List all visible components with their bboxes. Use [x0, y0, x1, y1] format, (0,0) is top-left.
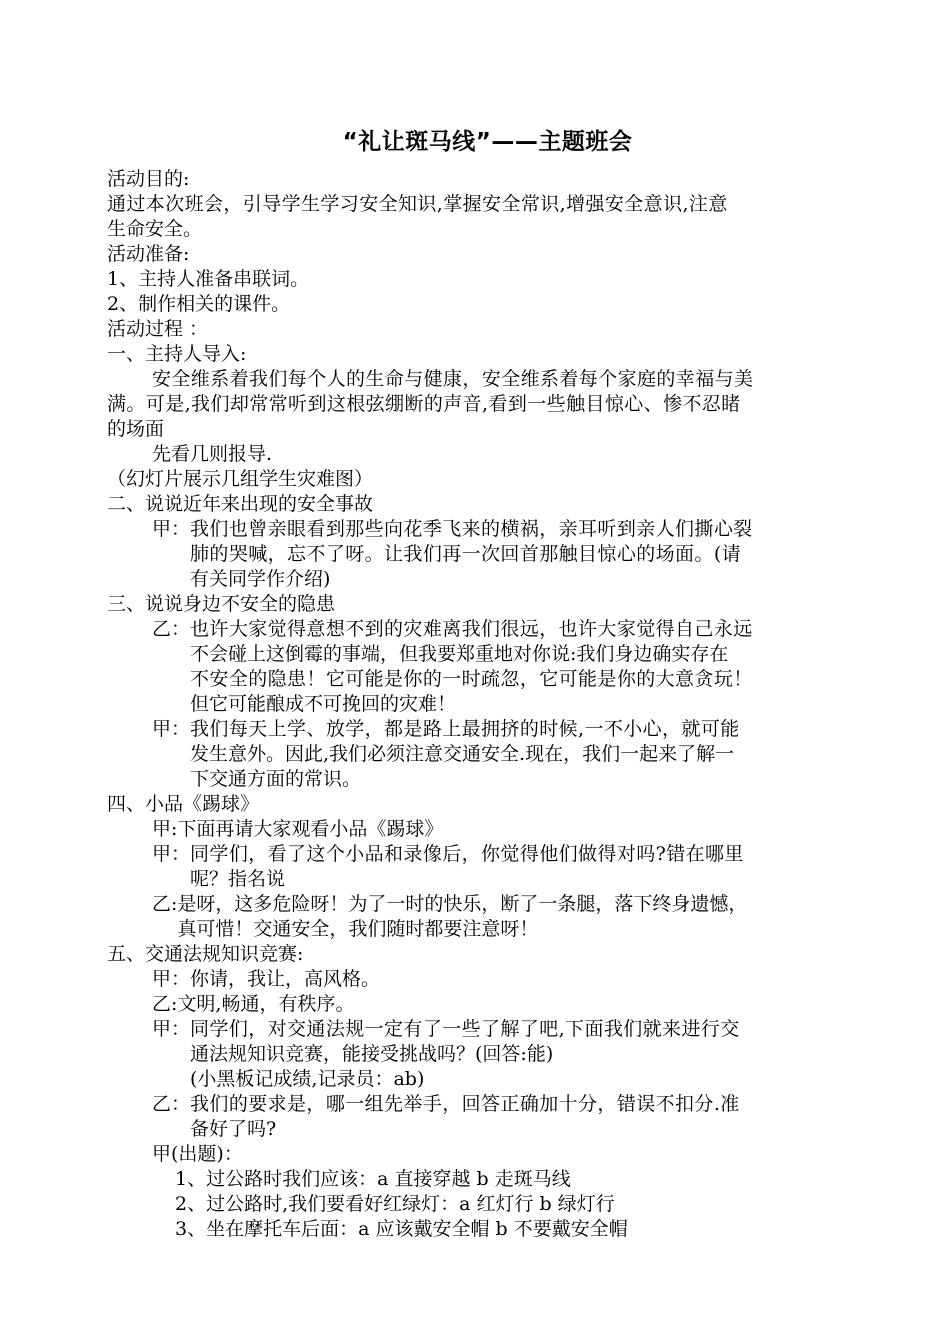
- dialogue-block: [152, 517, 852, 592]
- dialogue-line: 同学们，对交通法规一定有了一些了解了吧,下面我们就来进行交: [190, 1018, 740, 1040]
- speaker-label: 甲：: [152, 843, 191, 865]
- speaker-label: 甲：: [152, 968, 191, 990]
- dialogue-line: (小黑板记成绩,记录员：ab): [190, 1068, 425, 1090]
- section-prep-heading: 活动准备:: [107, 243, 190, 265]
- dialogue-line: 文明,畅通，有秩序。: [177, 993, 355, 1015]
- dialogue-block: [152, 617, 852, 717]
- speaker-label: 甲:: [152, 818, 178, 840]
- speaker-label: 乙：: [152, 1093, 191, 1115]
- dialogue-line: 肺的哭喊，忘不了呀。让我们再一次回首那触目惊心的场面。(请: [190, 543, 742, 565]
- paragraph-line: 安全维系着我们每个人的生命与健康，安全维系着每个家庭的幸福与美: [152, 368, 754, 390]
- dialogue-line: 也许大家觉得意想不到的灾难离我们很远，也许大家觉得自己永远: [190, 618, 753, 640]
- paragraph-line: 满。可是,我们却常常听到这根弦绷断的声音,看到一些触目惊心、惨不忍睹: [107, 393, 741, 415]
- dialogue-line: 是呀，这多危险呀！为了一时的快乐，断了一条腿，落下终身遗憾，: [177, 893, 748, 915]
- dialogue-line: 不安全的隐患！它可能是你的一时疏忽，它可能是你的大意贪玩！: [190, 668, 753, 690]
- dialogue-line: 我们也曾亲眼看到那些向花季飞来的横祸，亲耳听到亲人们撕心裂: [190, 518, 753, 540]
- quiz-item: 3、坐在摩托车后面：a 应该戴安全帽 b 不要戴安全帽: [175, 1218, 628, 1240]
- dialogue-line: 下面再请大家观看小品《踢球》: [177, 818, 444, 840]
- dialogue-line: 我们的要求是，哪一组先举手，回答正确加十分，错误不扣分.准: [190, 1093, 740, 1115]
- paragraph-line: 的场面: [107, 418, 165, 440]
- dialogue-line: 同学们，看了这个小品和录像后，你觉得他们做得对吗?错在哪里: [190, 843, 744, 865]
- document-title: “礼让斑马线”——主题班会: [342, 129, 633, 155]
- dialogue-line: 你请，我让，高风格。: [190, 968, 381, 990]
- section-heading: 二、说说近年来出现的安全事故: [107, 493, 374, 515]
- dialogue-line: 呢？指名说: [190, 868, 286, 890]
- dialogue-block: [152, 892, 852, 942]
- paragraph-line: 先看几则报导.: [152, 443, 273, 465]
- dialogue-line: 真可惜！交通安全，我们随时都要注意呀！: [177, 918, 539, 940]
- paragraph-line: 通过本次班会，引导学生学习安全知识,掌握安全常识,增强安全意识,注意: [107, 193, 728, 215]
- dialogue-line: 不会碰上这倒霉的事端，但我要郑重地对你说:我们身边确实存在: [190, 643, 729, 665]
- dialogue-line: 发生意外。因此,我们必须注意交通安全.现在，我们一起来了解一: [190, 743, 735, 765]
- dialogue-block: [152, 967, 852, 992]
- quiz-item: 2、过公路时,我们要看好红绿灯：a 红灯行 b 绿灯行: [175, 1193, 615, 1215]
- dialogue-block: [152, 1017, 852, 1092]
- section-process-heading: 活动过程 ：: [107, 318, 209, 340]
- dialogue-line: 备好了吗?: [190, 1118, 277, 1140]
- section-heading: 一、主持人导入:: [107, 343, 247, 365]
- section-goal-heading: 活动目的:: [107, 168, 190, 190]
- section-heading: 四、小品《踢球》: [107, 793, 260, 815]
- section-heading: 五、交通法规知识竞赛:: [107, 943, 304, 965]
- dialogue-block: [152, 1092, 852, 1142]
- speaker-label: 乙:: [152, 993, 178, 1015]
- dialogue-block: [152, 717, 852, 792]
- dialogue-block: [152, 992, 852, 1017]
- dialogue-block: [152, 817, 852, 842]
- speaker-label: 甲：: [152, 718, 191, 740]
- section-heading: 三、说说身边不安全的隐患: [107, 593, 336, 615]
- dialogue-line: 下交通方面的常识。: [190, 768, 362, 790]
- list-item: 2、制作相关的课件。: [107, 293, 291, 315]
- dialogue-line: 我们每天上学、放学，都是路上最拥挤的时候,一不小心，就可能: [190, 718, 740, 740]
- document-body: [107, 167, 852, 1242]
- dialogue-line: 有关同学作介绍): [190, 568, 331, 590]
- dialogue-line: 通法规知识竞赛，能接受挑战吗？(回答:能): [190, 1043, 554, 1065]
- speaker-label: 乙：: [152, 618, 191, 640]
- dialogue-block: [152, 842, 852, 892]
- speaker-label: 甲：: [152, 1018, 191, 1040]
- paragraph-line: 生命安全。: [107, 218, 203, 240]
- quiz-heading: 甲(出题)：: [152, 1143, 243, 1165]
- quiz-item: 1、过公路时我们应该：a 直接穿越 b 走斑马线: [175, 1168, 571, 1190]
- dialogue-line: 但它可能酿成不可挽回的灾难！: [190, 693, 457, 715]
- list-item: 1、主持人准备串联词。: [107, 268, 310, 290]
- speaker-label: 乙:: [152, 893, 178, 915]
- speaker-label: 甲：: [152, 518, 191, 540]
- paragraph-line: （幻灯片展示几组学生灾难图）: [107, 468, 374, 490]
